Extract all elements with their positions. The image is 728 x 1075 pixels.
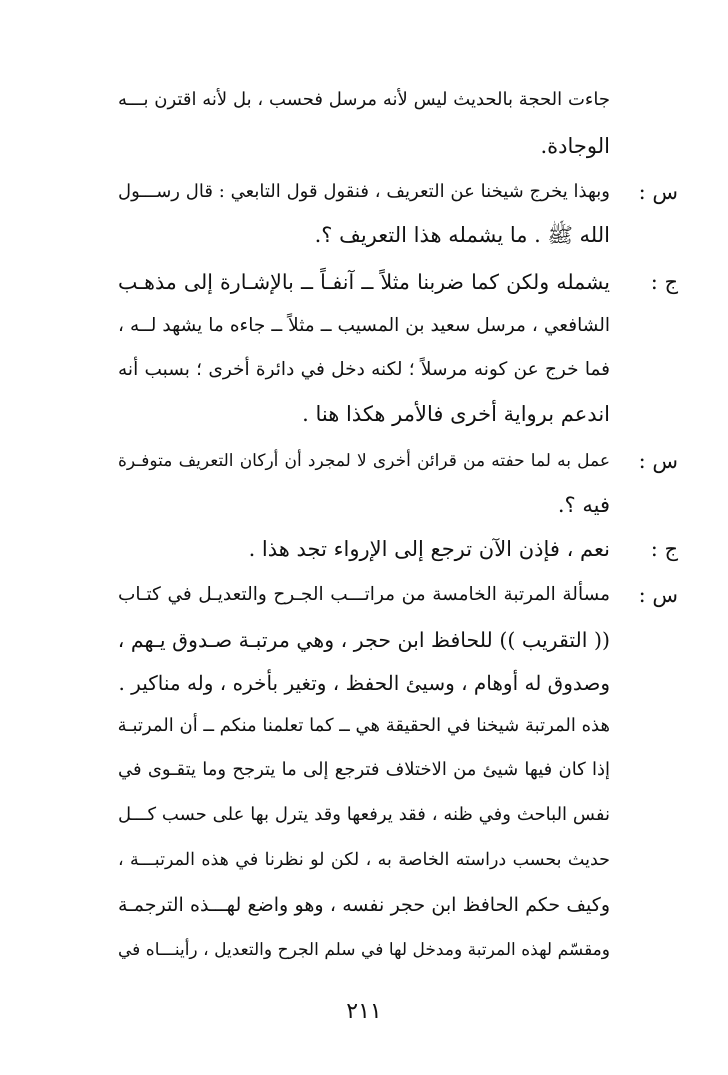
- answer-marker: ج :: [650, 270, 678, 294]
- text-line: اندعم برواية أخرى فالأمر هكذا هنا .: [302, 402, 610, 426]
- page-number: ٢١١: [346, 999, 382, 1024]
- text-line: وصدوق له أوهام ، وسيئ الحفظ ، وتغير بأخره ، وله مناكير .: [118, 671, 610, 695]
- text-line: إذا كان فيها شيئ من الاختلاف فترجع إلى ما يترجح وما يتقـوى في: [118, 759, 610, 780]
- text-line: هذه المرتبة شيخنا في الحقيقة هي ــ كما تعلمنا منكم ــ أن المرتبـة: [117, 715, 610, 736]
- text-line: نفس الباحث وفي ظنه ، فقد يرفعها وقد يترل بها على حسب كـــل: [118, 804, 610, 825]
- text-line: الله ﷺ . ما يشمله هذا التعريف ؟.: [314, 223, 610, 247]
- question-marker: س :: [638, 583, 678, 607]
- text-line: جاءت الحجة بالحديث ليس لأنه مرسل فحسب ، بل لأنه اقترن بـــه: [118, 89, 610, 110]
- question-marker: س :: [638, 449, 678, 473]
- text-line: الوجادة.: [540, 134, 610, 158]
- text-line: فما خرج عن كونه مرسلاً ؛ لكنه دخل في دائرة أخرى ؛ بسبب أنه: [118, 359, 610, 380]
- text-line: ومقسّم لهذه المرتبة ومدخل لها في سلم الجرح والتعديل ، رأينـــاه في: [118, 940, 610, 960]
- question-marker: س :: [638, 180, 678, 204]
- text-line: الشافعي ، مرسل سعيد بن المسيب ــ مثلاً ــ جاءه ما يشهد لــه ،: [118, 315, 610, 336]
- answer-marker: ج :: [650, 537, 678, 561]
- text-line: نعم ، فإذن الآن ترجع إلى الإرواء تجد هذا .: [248, 537, 610, 561]
- text-line: فيه ؟.: [557, 493, 610, 517]
- text-line: عمل به لما حفته من قرائن أخرى لا لمجرد أن أركان التعريف متوفـرة: [118, 451, 610, 471]
- text-line: حديث بحسب دراسته الخاصة به ، لكن لو نظرنا في هذه المرتبـــة ،: [118, 850, 610, 870]
- text-line: يشمله ولكن كما ضربنا مثلاً ــ آنفـاً ــ بالإشـارة إلى مذهـب: [118, 270, 610, 294]
- text-line: (( التقريب )) للحافظ ابن حجر ، وهي مرتبـة صـدوق يـهم ،: [117, 628, 610, 652]
- text-line: وكيف حكم الحافظ ابن حجر نفسه ، وهو واضع لهـــذه الترجمـة: [118, 894, 610, 916]
- text-line: مسألة المرتبة الخامسة من مراتـــب الجـرح والتعديـل في كتـاب: [118, 584, 610, 605]
- text-line: وبهذا يخرج شيخنا عن التعريف ، فنقول قول التابعي : قال رســـول: [118, 181, 610, 202]
